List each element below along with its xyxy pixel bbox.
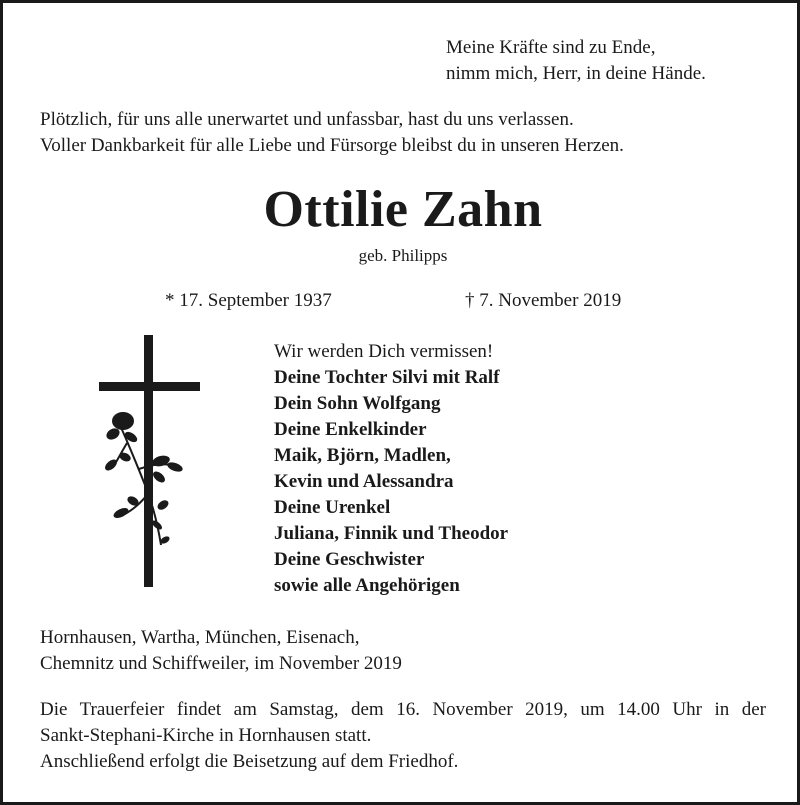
mourner-line: Deine Enkelkinder	[274, 419, 427, 440]
mourner-line: Maik, Björn, Madlen,	[274, 445, 451, 466]
mourner-line: Dein Sohn Wolfgang	[274, 393, 441, 414]
intro-line: Voller Dankbarkeit für alle Liebe und Fürsorge bleibst du in unseren Herzen.	[40, 135, 624, 156]
mourner-line: Deine Tochter Silvi mit Ralf	[274, 367, 500, 388]
mourner-line: Deine Urenkel	[274, 497, 391, 518]
deceased-name: Ottilie Zahn	[263, 181, 543, 238]
maiden-name: geb. Philipps	[358, 246, 448, 265]
intro-line: Plötzlich, für uns alle unerwartet und unfassbar, hast du uns verlassen.	[40, 109, 574, 130]
place-line: Hornhausen, Wartha, München, Eisenach,	[40, 627, 360, 648]
death-date: † 7. November 2019	[465, 290, 622, 311]
birth-date: * 17. September 1937	[165, 290, 332, 311]
verse-line: nimm mich, Herr, in deine Hände.	[446, 63, 706, 84]
verse-line: Meine Kräfte sind zu Ende,	[446, 37, 656, 58]
service-line: Die Trauerfeier findet am Samstag, dem 16. November 2019, um 14.00 Uhr in der	[40, 699, 766, 720]
place-line: Chemnitz und Schiffweiler, im November 2019	[40, 653, 402, 674]
mourner-line: Deine Geschwister	[274, 549, 425, 570]
mourner-line: Kevin und Alessandra	[274, 471, 454, 492]
mourners-opening: Wir werden Dich vermissen!	[274, 341, 494, 362]
service-line: Anschließend erfolgt die Beisetzung auf dem Friedhof.	[40, 751, 459, 772]
mourner-line: sowie alle Angehörigen	[274, 575, 460, 596]
service-line: Sankt-Stephani-Kirche in Hornhausen statt.	[40, 725, 372, 746]
mourner-line: Juliana, Finnik und Theodor	[274, 523, 509, 544]
cross-with-roses-icon	[99, 335, 203, 589]
